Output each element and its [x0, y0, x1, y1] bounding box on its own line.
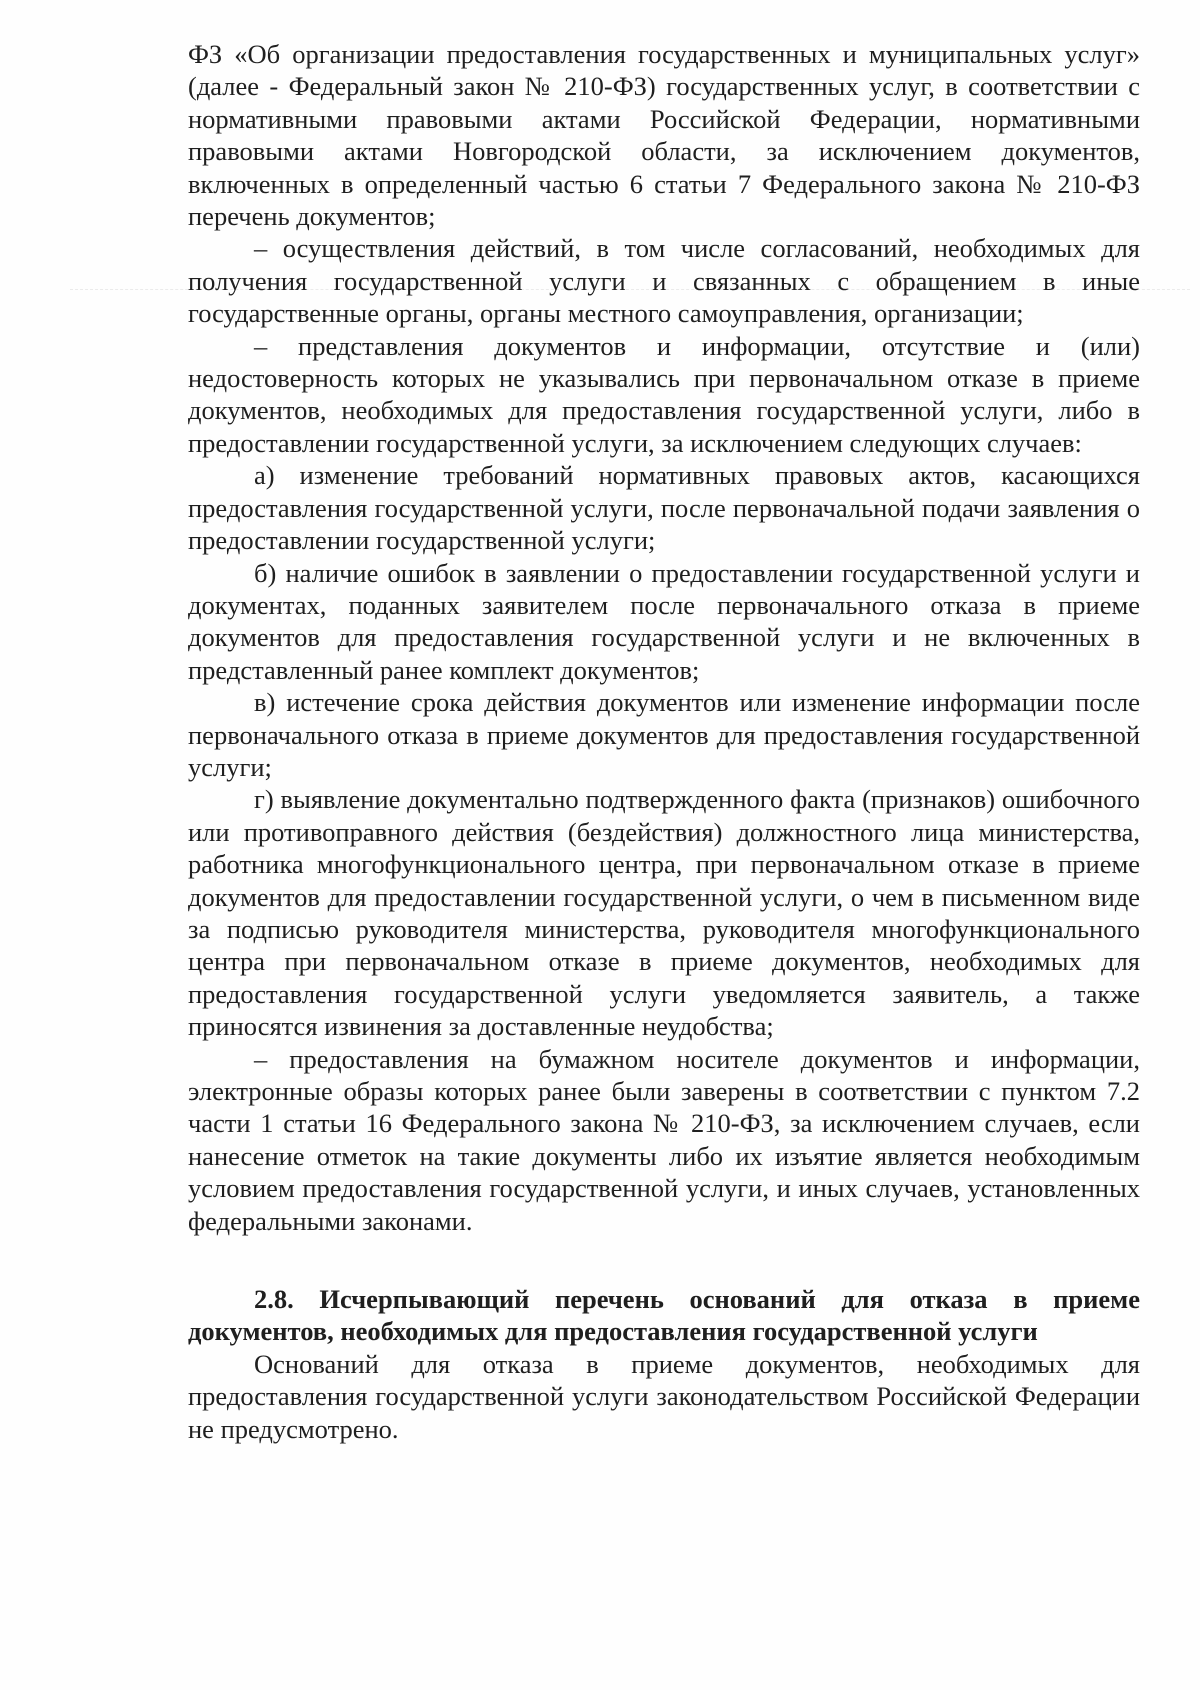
paragraph-actions: – осуществления действий, в том числе согласований, необходимых для получения государственной услуги и связанных с обращением в иные государственные органы, органы местного самоуправления, организации; [188, 233, 1140, 329]
paragraph-item-v: в) истечение срока действия документов или изменение информации после первоначального отказа в приеме документов для предоставления государственной услуги; [188, 687, 1140, 782]
paragraph-continuation: ФЗ «Об организации предоставления государственных и муниципальных услуг» (далее - Федеральный закон № 210-ФЗ) государственных услуг, в соответствии с нормативными правовыми актами Российской Федерации, нормативными правовыми актами Новгородской области, за исключением документов, включенных в определенный частью 6 статьи 7 Федерального закона № 210-ФЗ перечень документов; [188, 39, 1140, 232]
section-heading: 2.8. Исчерпывающий перечень оснований для отказа в приеме документов, необходимых для предоставления государственной услуги [188, 1284, 1140, 1347]
paragraph-documents: – представления документов и информации, отсутствие и (или) недостоверность которых не указывались при первоначальном отказе в приеме документов, необходимых для предоставления государственной услуги, либо в предоставлении государственной услуги, за исключением следующих случаев: [188, 330, 1140, 458]
section-body: Оснований для отказа в приеме документов, необходимых для предоставления государственной услуги законодательством Российской Федерации не предусмотрено. [188, 1348, 1140, 1444]
section-spacer [188, 1237, 1140, 1283]
paragraph-paper-documents: – предоставления на бумажном носителе документов и информации, электронные образы которых ранее были заверены в соответствии с пунктом 7.2 части 1 статьи 16 Федерального закона № 210-ФЗ, за исключением случаев, если нанесение отметок на такие документы либо их изъятие является необходимым условием предоставления государственной услуги, и иных случаев, установленных федеральными законами. [188, 1043, 1140, 1236]
document-body [188, 38, 1140, 1445]
paragraph-item-g: г) выявление документально подтвержденного факта (признаков) ошибочного или противоправного действия (бездействия) должностного лица министерства, работника многофункционального центра, при первоначальном отказе в приеме документов для предоставлении государственной услуги, о чем в письменном виде за подписью руководителя министерства, руководителя многофункционального центра при первоначальном отказе в приеме документов, необходимых для предоставления государственной услуги уведомляется заявитель, а также приносятся извинения за доставленные неудобства; [188, 784, 1140, 1042]
paragraph-item-b: б) наличие ошибок в заявлении о предоставлении государственной услуги и документах, поданных заявителем после первоначального отказа в приеме документов для предоставления государственной услуги и не включенных в представленный ранее комплект документов; [188, 557, 1140, 685]
paragraph-item-a: а) изменение требований нормативных правовых актов, касающихся предоставления государственной услуги, после первоначальной подачи заявления о предоставлении государственной услуги; [188, 460, 1140, 556]
